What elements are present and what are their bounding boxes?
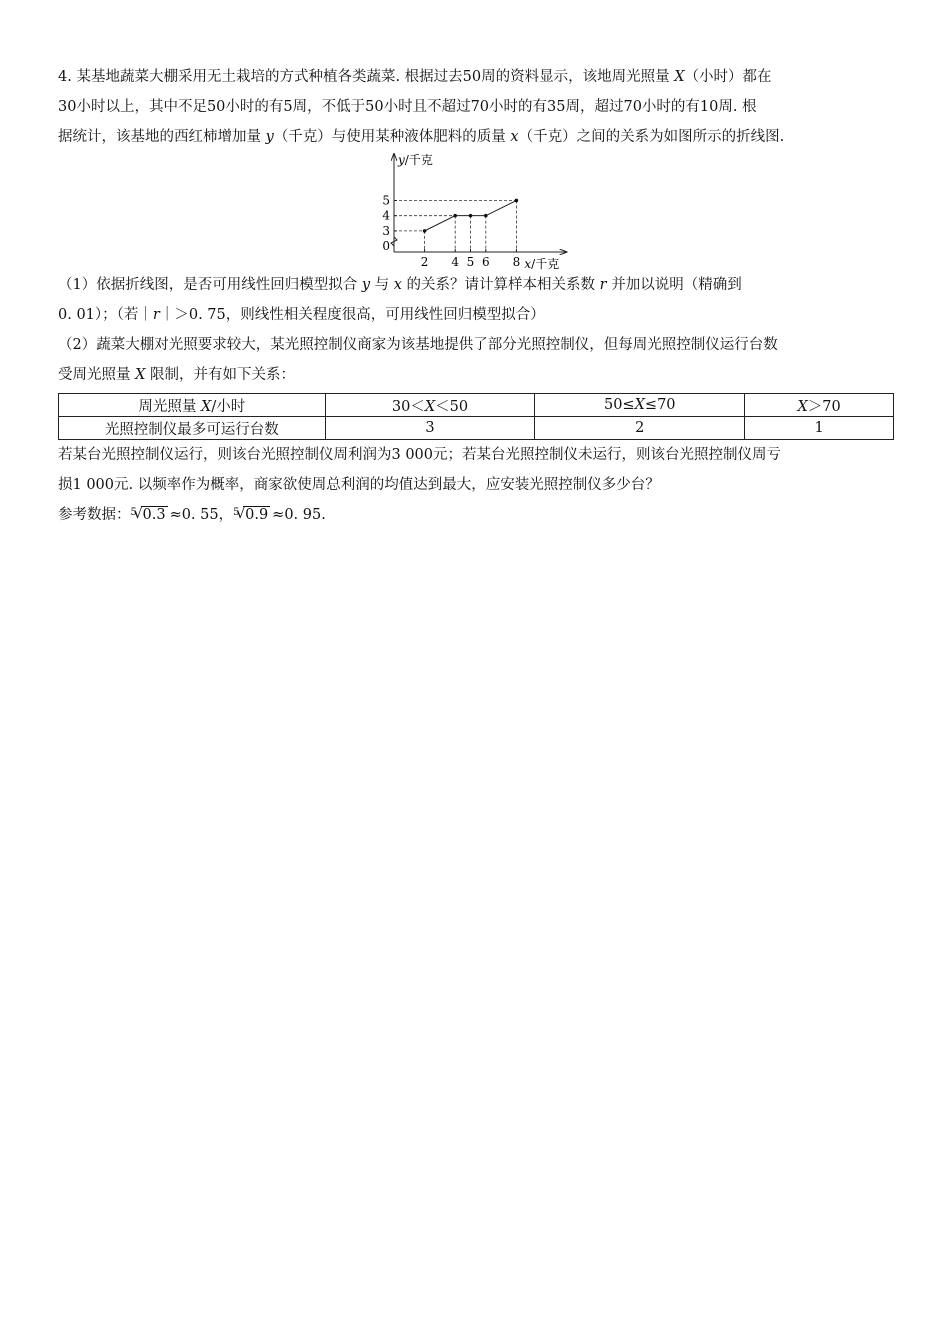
after-table-line-2: 损1 000元. 以频率作为概率，商家欲使周总利润的均值达到最大，应安装光照控制仪多少台？ bbox=[58, 477, 660, 493]
question-2-line-1: （2）蔬菜大棚对光照要求较大，某光照控制仪商家为该基地提供了部分光照控制仪，但每周光照控制仪运行台数 bbox=[58, 337, 778, 353]
q2-text: 受周光照量 bbox=[58, 367, 136, 383]
data-point bbox=[484, 214, 488, 218]
root-value-1: ≈0. 55， bbox=[169, 507, 234, 523]
problem-intro-line-1 bbox=[58, 62, 894, 92]
header-cell-range-3: X＞70 bbox=[745, 394, 894, 417]
table-row bbox=[59, 417, 894, 440]
q1-text: 并加以说明（精确到 bbox=[606, 277, 742, 293]
intro-text: （千克）之间的关系为如图所示的折线图. bbox=[518, 129, 785, 145]
relation-table bbox=[58, 393, 894, 440]
var-x: x bbox=[393, 277, 402, 293]
fifth-root-0.9: 5 √ 0.9 bbox=[233, 500, 270, 530]
x-tick-label: 2 bbox=[420, 255, 429, 269]
problem-intro-line-3 bbox=[58, 122, 894, 152]
q1-text: 0. 01）；（若｜ bbox=[58, 307, 153, 323]
value-cell-1: 3 bbox=[325, 417, 535, 440]
question-2-line-2 bbox=[58, 360, 894, 390]
root-value-2: ≈0. 95. bbox=[272, 507, 326, 523]
fifth-root-0.3: 5 √ 0.3 bbox=[131, 500, 168, 530]
var-r: r bbox=[599, 277, 607, 293]
q2-text: 限制，并有如下关系： bbox=[145, 367, 296, 383]
var-X: X bbox=[135, 367, 146, 383]
intro-text: 4. 某基地蔬菜大棚采用无土栽培的方式种植各类蔬菜. 根据过去50周的资料显示，该地周光照量 bbox=[58, 69, 675, 85]
value-cell-3: 1 bbox=[745, 417, 894, 440]
reference-label: 参考数据： bbox=[58, 507, 131, 523]
y-tick-label: 5 bbox=[382, 193, 390, 208]
data-point bbox=[453, 214, 457, 218]
var-y: y bbox=[361, 277, 371, 293]
intro-text: 据统计，该基地的西红柿增加量 bbox=[58, 129, 266, 145]
x-tick-label: 8 bbox=[512, 255, 521, 269]
y-tick-label: 4 bbox=[382, 208, 390, 223]
question-1-line-2 bbox=[58, 300, 894, 330]
reference-data-line bbox=[58, 500, 894, 530]
q1-text: ｜＞0. 75，则线性相关程度很高，可用线性回归模型拟合） bbox=[159, 307, 545, 323]
origin-label: 0 bbox=[382, 239, 390, 253]
var-X: X bbox=[674, 69, 685, 85]
after-table-line-1: 若某台光照控制仪运行，则该台光照控制仪周利润为3 000元；若某台光照控制仪未运行，则该台光照控制仪周亏 bbox=[58, 447, 782, 463]
q1-text: 与 bbox=[370, 277, 394, 293]
x-tick-label: 5 bbox=[466, 255, 475, 269]
intro-text: （千克）与使用某种液体肥料的质量 bbox=[273, 129, 511, 145]
q1-text: 的关系？请计算样本相关系数 bbox=[401, 277, 600, 293]
question-1-line-1 bbox=[58, 270, 894, 300]
y-tick-label: 3 bbox=[382, 223, 390, 238]
var-y: y bbox=[265, 129, 274, 145]
line-chart bbox=[58, 152, 894, 270]
table-header-row bbox=[59, 394, 894, 417]
data-point bbox=[469, 214, 473, 218]
x-axis-label: x/千克 bbox=[524, 257, 560, 270]
data-point bbox=[423, 229, 427, 233]
header-cell-light: 周光照量 X/小时 bbox=[59, 394, 326, 417]
header-cell-range-1: 30＜X＜50 bbox=[325, 394, 535, 417]
data-point bbox=[515, 199, 519, 203]
x-tick-label: 6 bbox=[481, 255, 490, 269]
q1-text: （1）依据折线图，是否可用线性回归模型拟合 bbox=[58, 277, 362, 293]
value-cell-2: 2 bbox=[535, 417, 745, 440]
line-chart-figure bbox=[58, 152, 894, 270]
var-x: x bbox=[510, 129, 519, 145]
header-cell-range-2: 50≤X≤70 bbox=[535, 394, 745, 417]
x-tick-label: 4 bbox=[451, 255, 460, 269]
problem-intro-line-2: 30小时以上，其中不足50小时的有5周，不低于50小时且不超过70小时的有35周，超过70小时的有10周. 根 bbox=[58, 99, 757, 115]
y-axis-label: y/千克 bbox=[398, 153, 433, 167]
row-label-cell: 光照控制仪最多可运行台数 bbox=[59, 417, 326, 440]
var-r: r bbox=[152, 307, 160, 323]
problem-page bbox=[58, 62, 894, 530]
intro-text: （小时）都在 bbox=[684, 69, 772, 85]
